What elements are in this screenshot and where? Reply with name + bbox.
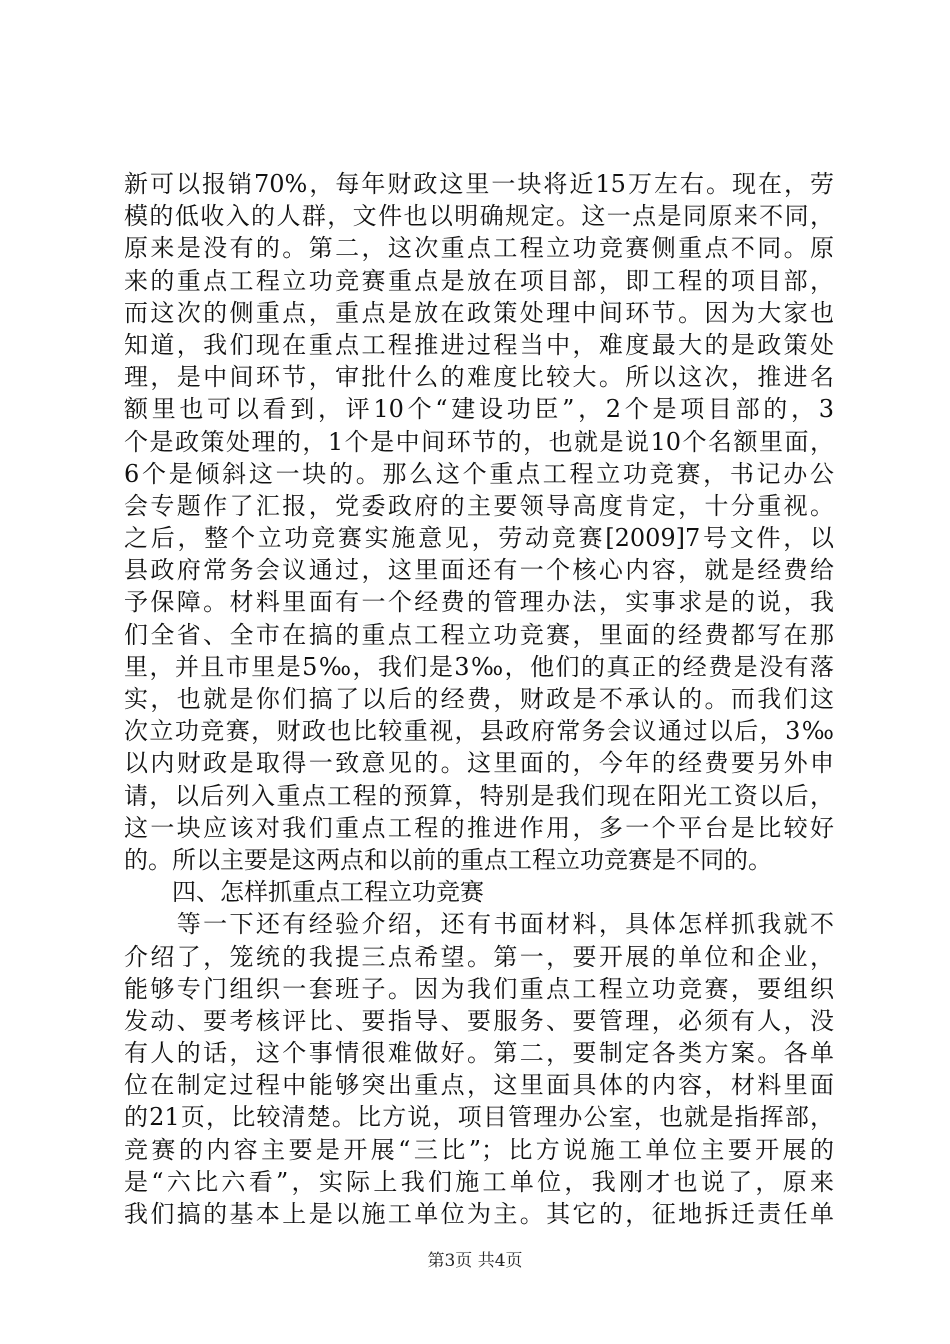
page-footer: 第3页 共4页 [427,1251,523,1271]
text-line: 来的重点工程立功竞赛重点是放在项目部，即工程的项目部， [124,266,834,295]
text-line: 有人的话，这个事情很难做好。第二，要制定各类方案。各单 [124,1039,834,1068]
text-line: 等一下还有经验介绍，还有书面材料，具体怎样抓我就不 [124,910,834,939]
text-line: 发动、要考核评比、要指导、要服务、要管理，必须有人，没 [124,1006,834,1035]
text-line: 竞赛的内容主要是开展“三比”；比方说施工单位主要开展的 [124,1135,834,1164]
text-line: 这一块应该对我们重点工程的推进作用，多一个平台是比较好 [124,813,834,842]
text-line: 们全省、全市在搞的重点工程立功竞赛，里面的经费都写在那 [124,620,834,649]
text-line: 的21页，比较清楚。比方说，项目管理办公室，也就是指挥部， [124,1103,834,1132]
text-line: 能够专门组织一套班子。因为我们重点工程立功竞赛，要组织 [124,974,834,1003]
text-line: 个是政策处理的，1个是中间环节的，也就是说10个名额里面， [124,427,834,456]
text-line: 位在制定过程中能够突出重点，这里面具体的内容，材料里面 [124,1071,834,1100]
text-line: 实，也就是你们搞了以后的经费，财政是不承认的。而我们这 [124,685,834,713]
text-line: 而这次的侧重点，重点是放在政策处理中间环节。因为大家也 [124,298,834,327]
text-line: 我们搞的基本上是以施工单位为主。其它的，征地拆迁责任单 [124,1200,834,1228]
text-line: 县政府常务会议通过，这里面还有一个核心内容，就是经费给 [124,556,834,585]
text-line: 模的低收入的人群，文件也以明确规定。这一点是同原来不同， [124,202,834,231]
text-line: 的。所以主要是这两点和以前的重点工程立功竞赛是不同的。 [124,845,772,874]
text-line: 请，以后列入重点工程的预算，特别是我们现在阳光工资以后， [124,781,834,810]
text-line: 原来是没有的。第二，这次重点工程立功竞赛侧重点不同。原 [124,234,834,263]
text-line: 予保障。材料里面有一个经费的管理办法，实事求是的说，我 [124,588,834,617]
text-line: 额里也可以看到，评10个“建设功臣”，2个是项目部的，3 [124,395,834,424]
text-line: 知道，我们现在重点工程推进过程当中，难度最大的是政策处 [124,330,834,359]
text-line: 里，并且市里是5‰，我们是3‰，他们的真正的经费是没有落 [124,652,834,681]
text-line: 理，是中间环节，审批什么的难度比较大。所以这次，推进名 [124,363,834,392]
text-line: 介绍了，笼统的我提三点希望。第一，要开展的单位和企业， [124,942,834,971]
text-line: 之后，整个立功竞赛实施意见，劳动竞赛[2009]7号文件，以 [124,524,834,553]
text-line: 新可以报销70%，每年财政这里一块将近15万左右。现在，劳 [124,170,834,198]
text-line: 次立功竞赛，财政也比较重视，县政府常务会议通过以后，3‰ [124,717,834,746]
text-line: 以内财政是取得一致意见的。这里面的，今年的经费要另外申 [124,749,834,778]
text-line: 会专题作了汇报，党委政府的主要领导高度肯定，十分重视。 [124,491,834,520]
body-text [124,168,834,1230]
text-line: 是“六比六看”，实际上我们施工单位，我刚才也说了，原来 [124,1167,834,1196]
text-line: 6个是倾斜这一块的。那么这个重点工程立功竞赛，书记办公 [124,459,834,488]
section-heading: 四、怎样抓重点工程立功竞赛 [124,878,484,907]
